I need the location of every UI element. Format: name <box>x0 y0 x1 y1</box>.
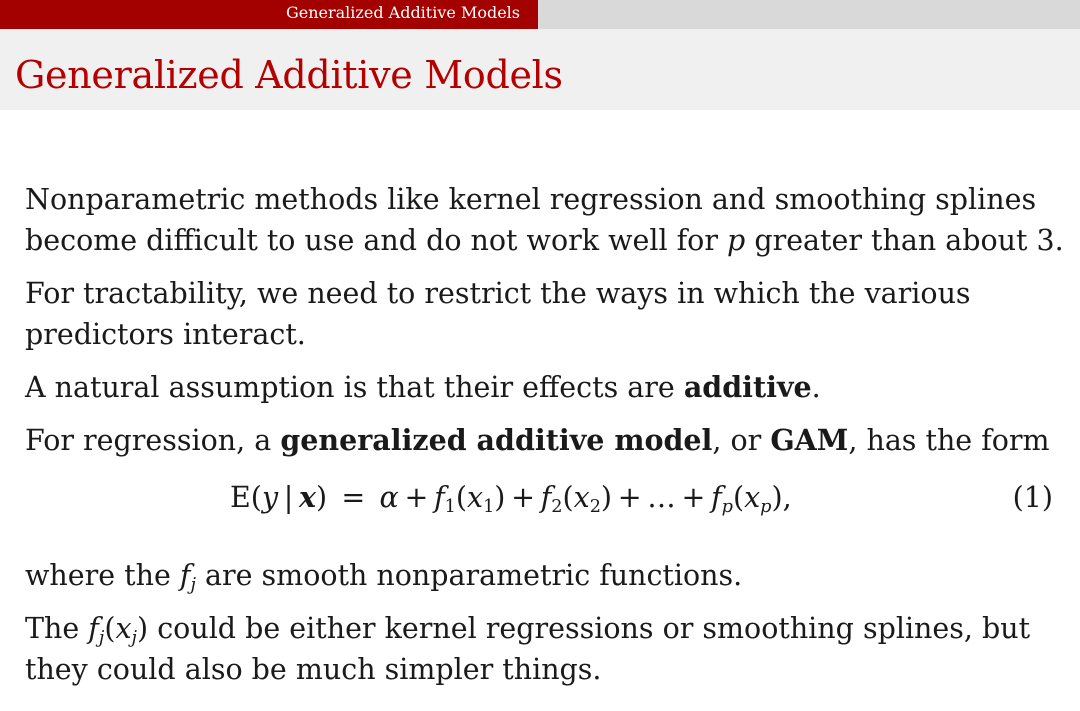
paragraph-1-text: Nonparametric methods like kernel regression and smoothing splines <box>25 183 1037 216</box>
section-tab: Generalized Additive Models <box>0 0 538 29</box>
paragraph-6-text-a: The <box>25 612 80 645</box>
paragraph-5-text-a: where the <box>25 559 171 592</box>
slide-content <box>25 179 1065 690</box>
slide-title: Generalized Additive Models <box>15 53 563 97</box>
equation-1 <box>25 465 1065 555</box>
paragraph-4-text-b: , has the form <box>848 424 1050 457</box>
paragraph-1-text-a: become difficult to use and do not work well for <box>25 224 718 257</box>
equation-number: (1) <box>1012 481 1053 514</box>
paragraph-4-text-a: For regression, a <box>25 424 272 457</box>
paragraph-2-text: For tractability, we need to restrict the ways in which the various <box>25 277 971 310</box>
paragraph-6-line-1: The $f_j(x_j)$ could be either kernel regressions or smoothing splines, but <box>25 612 1031 648</box>
paragraph-6-text-b: could be either kernel regressions or smoothing splines, but <box>157 612 1031 645</box>
paragraph-6-text-c: they could also be much simpler things. <box>25 653 602 686</box>
term-gam: GAM <box>770 423 849 457</box>
paragraph-2-line-1 <box>25 273 1065 314</box>
paragraph-3 <box>25 367 1065 408</box>
paragraph-1-line-1 <box>25 179 1065 220</box>
paragraph-3-text-a: A natural assumption is that their effects are <box>25 371 675 404</box>
paragraph-1-line-2 <box>25 220 1065 261</box>
equation-formula: E(y | x) = $\alpha + f_1(x_1) + f_2(x_2)$ + … + $f_p(x_p)$, <box>230 480 792 517</box>
paragraph-4-text-mid: , or <box>712 424 762 457</box>
paragraph-3-text-b: . <box>811 371 821 404</box>
paragraph-1-text-b: greater than about 3. <box>754 224 1064 257</box>
paragraph-4 <box>25 420 1065 461</box>
header-bar <box>0 0 1080 29</box>
term-generalized-additive-model: generalized additive model <box>280 423 713 457</box>
variable-p: p <box>727 224 746 257</box>
paragraph-2-text-b: predictors interact. <box>25 318 306 351</box>
paragraph-5-text-b: are smooth nonparametric functions. <box>205 559 743 592</box>
term-additive: additive <box>683 370 812 404</box>
paragraph-5: where the $f_j$ are smooth nonparametric functions. <box>25 559 743 595</box>
paragraph-6-line-2 <box>25 649 1065 690</box>
paragraph-2-line-2 <box>25 314 1065 355</box>
